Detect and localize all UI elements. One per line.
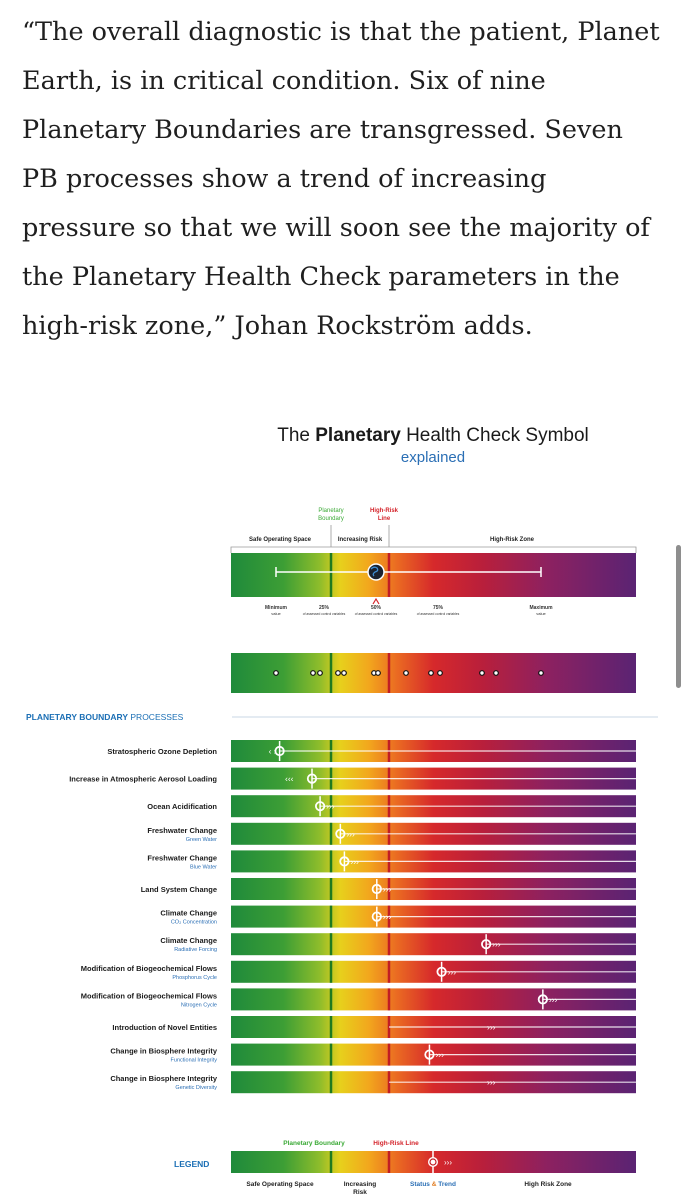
infographic-subtitle: explained	[400, 449, 466, 466]
process-row	[107, 740, 636, 762]
process-row	[147, 795, 636, 817]
process-sub-label: Radiative Forcing	[174, 947, 217, 954]
process-name: Increase in Atmospheric Aerosol Loading	[69, 774, 217, 784]
trend-arrows: ‹ ›	[268, 746, 277, 756]
process-name: Change in Biosphere Integrity	[110, 1074, 217, 1084]
svg-text:of assessed control variables: of assessed control variables	[354, 612, 398, 616]
high-risk-line-label-2: Line	[377, 516, 391, 522]
planetary-boundary-label: Planetary	[318, 508, 344, 514]
legend-increasing: Increasing	[343, 1181, 377, 1188]
process-sub-label: CO₂ Concentration	[170, 919, 217, 926]
trend-arrows: ›››	[382, 884, 392, 894]
svg-text:of assessed control variables: of assessed control variables	[416, 612, 460, 616]
process-sub-label: Functional Integrity	[170, 1057, 217, 1064]
high-risk-line-label: High-Risk	[369, 508, 399, 514]
trend-arrows: ›››	[326, 801, 335, 812]
svg-text:of assessed control variables: of assessed control variables	[302, 612, 346, 616]
trend-arrows: ›››	[487, 1022, 496, 1032]
zone-label-safe: Safe Operating Space	[248, 537, 312, 543]
svg-text:›››: ›››	[444, 1158, 452, 1167]
svg-text:value: value	[271, 611, 281, 616]
scale-label-min: Minimum	[265, 605, 287, 611]
process-row	[69, 768, 636, 790]
process-name: Modification of Biogeochemical Flows	[80, 991, 217, 1001]
section-heading: PLANETARY BOUNDARY PROCESSES	[26, 712, 184, 722]
scale-label-max: Maximum	[529, 605, 553, 611]
process-name: Stratospheric Ozone Depletion	[107, 747, 217, 756]
legend-high-risk-line: High-Risk Line	[373, 1140, 419, 1147]
process-row	[147, 850, 636, 872]
scrollbar-thumb[interactable]	[676, 545, 681, 688]
planetary-boundary-label-2: Boundary	[318, 516, 344, 522]
trend-arrows: ›››	[548, 994, 558, 1005]
zone-label-increasing: Increasing Risk	[337, 537, 383, 543]
process-sub-label: Green Water	[185, 836, 217, 843]
legend-title: LEGEND	[174, 1159, 210, 1169]
scale-label-25: 25%	[318, 605, 330, 611]
process-name: Freshwater Change	[147, 825, 217, 835]
process-name: Freshwater Change	[147, 853, 217, 863]
zone-label-high: High-Risk Zone	[489, 537, 535, 543]
process-rows	[69, 740, 636, 1093]
trend-arrows: ›››	[492, 939, 501, 950]
legend-high-zone: High Risk Zone	[524, 1181, 572, 1188]
process-row	[110, 1071, 636, 1093]
process-sub-label: Blue Water	[189, 864, 217, 871]
legend-status-trend: Status & Trend	[410, 1181, 456, 1188]
process-row	[141, 878, 636, 900]
article-quote: “The overall diagnostic is that the patient, Planet Earth, is in critical condition. Six of nine Planetary Boundaries are transgressed. Seven PB processes show a trend of increasing pressure so that we will soon see the majority of the Planetary Health Check parameters in the high-risk zone,” Johan Rockström adds.	[22, 17, 660, 341]
process-name: Land System Change	[140, 885, 217, 894]
process-name: Climate Change	[160, 908, 217, 918]
scale-label-75: 75%	[432, 605, 444, 611]
caret-up-icon	[373, 599, 379, 604]
process-row	[81, 961, 636, 983]
scale-label-50: 50%	[370, 605, 382, 611]
process-row	[160, 933, 636, 955]
trend-arrows: ›››	[447, 966, 457, 977]
process-name: Climate Change	[160, 936, 217, 946]
process-row	[112, 1016, 636, 1038]
process-sub-label: Nitrogen Cycle	[180, 1002, 217, 1009]
trend-arrows: ›››	[346, 828, 355, 839]
process-sub-label: Phosphorus Cycle	[172, 974, 217, 981]
trend-arrows: ›››	[487, 1077, 496, 1088]
trend-arrows: ›››	[350, 856, 359, 867]
process-name: Introduction of Novel Entities	[112, 1023, 217, 1032]
legend-planetary-boundary: Planetary Boundary	[283, 1140, 345, 1147]
trend-arrows: ›››	[382, 911, 392, 922]
trend-arrows: ›››	[435, 1049, 444, 1060]
planetary-health-check-infographic	[0, 410, 684, 1200]
explanatory-risk-bar	[231, 553, 636, 597]
process-row	[147, 823, 636, 845]
process-row	[160, 906, 636, 928]
infographic-title: The Planetary Health Check Symbol	[277, 425, 589, 446]
process-row	[81, 988, 636, 1010]
trend-arrows: ‹‹‹	[285, 773, 294, 784]
svg-text:Risk: Risk	[353, 1189, 367, 1196]
process-row	[110, 1044, 636, 1066]
process-name: Change in Biosphere Integrity	[110, 1046, 217, 1056]
svg-text:value: value	[536, 611, 546, 616]
process-name: Ocean Acidification	[147, 802, 217, 812]
legend-safe: Safe Operating Space	[246, 1181, 314, 1188]
process-sub-label: Genetic Diversity	[175, 1085, 217, 1092]
process-name: Modification of Biogeochemical Flows	[80, 963, 217, 973]
